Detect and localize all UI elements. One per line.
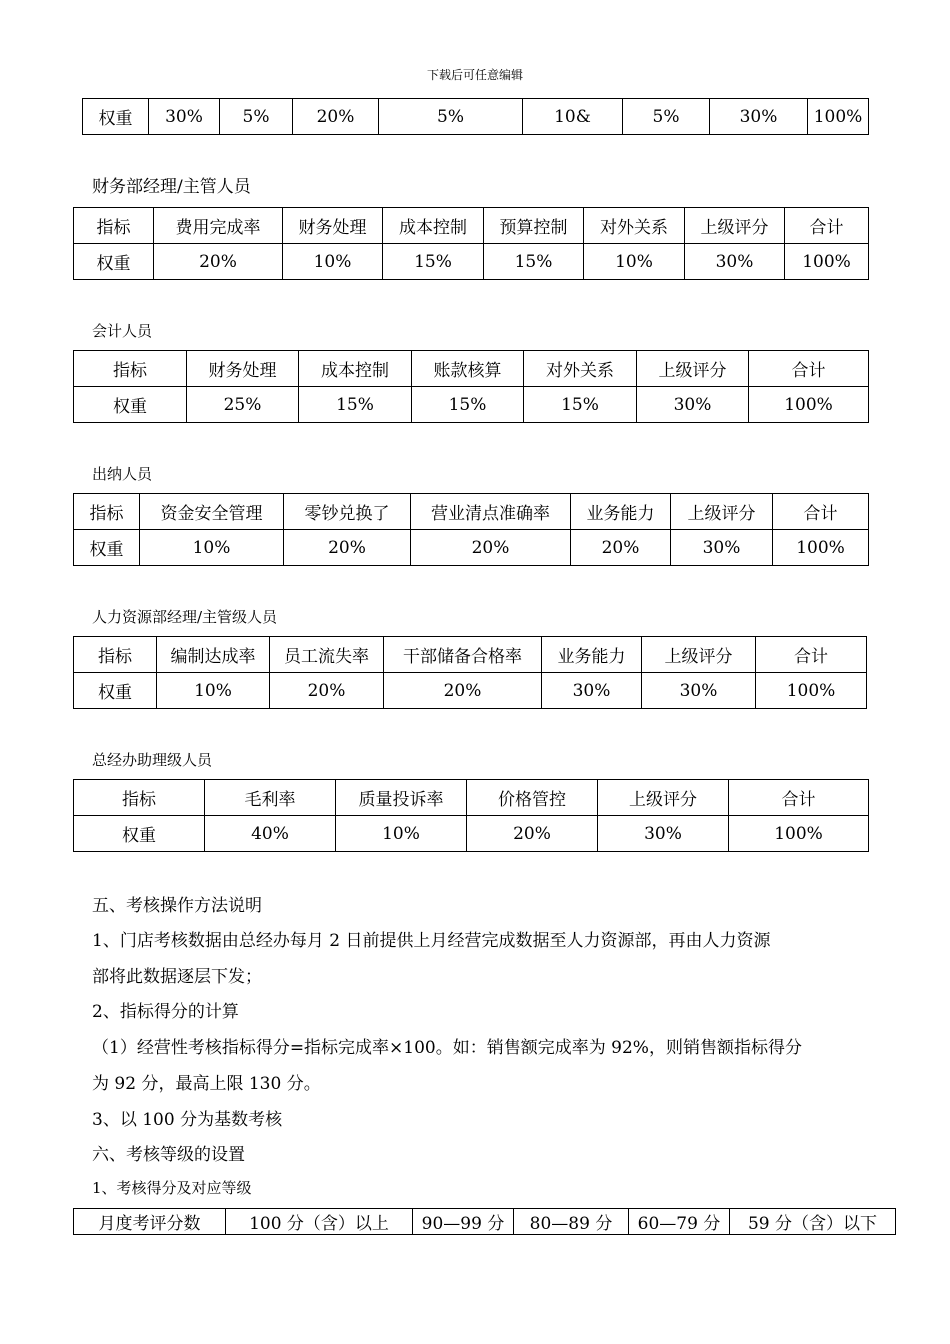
section-title: 会计人员 [92, 322, 153, 340]
page-header: 下载后可任意编辑 [426, 68, 523, 82]
table-cell: 毛利率 [205, 780, 336, 816]
table-cell: 指标 [74, 494, 140, 530]
table-cell: 业务能力 [571, 494, 671, 530]
table-cell: 20% [384, 673, 542, 709]
table-cell: 编制达成率 [157, 637, 270, 673]
table-cell: 10% [283, 244, 383, 280]
weight-table-hr-manager [73, 636, 867, 709]
table-cell: 30% [710, 99, 808, 135]
table-cell: 30% [685, 244, 785, 280]
table-cell: 20% [571, 530, 671, 566]
table-cell: 10& [523, 99, 623, 135]
table-cell: 业务能力 [542, 637, 642, 673]
table-cell: 20% [411, 530, 571, 566]
table-cell: 权重 [74, 673, 157, 709]
table-cell: 100% [756, 673, 867, 709]
table-cell: 15% [524, 387, 637, 423]
table-cell: 30% [598, 816, 729, 852]
table-cell: 干部储备合格率 [384, 637, 542, 673]
weight-table-finance-manager [73, 207, 869, 280]
table-cell: 价格管控 [467, 780, 598, 816]
table-cell: 上级评分 [671, 494, 773, 530]
table-cell: 80—89 分 [514, 1209, 629, 1235]
table-cell: 员工流失率 [270, 637, 384, 673]
table-cell: 上级评分 [637, 351, 749, 387]
table-cell: 合计 [749, 351, 869, 387]
table-cell: 指标 [74, 351, 187, 387]
table-cell: 质量投诉率 [336, 780, 467, 816]
table-cell: 30% [671, 530, 773, 566]
paragraph-line: 部将此数据逐层下发； [92, 967, 262, 987]
grade-table [73, 1208, 896, 1235]
table-cell: 15% [383, 244, 484, 280]
table-cell: 指标 [74, 637, 157, 673]
weight-table-accountant [73, 350, 869, 423]
table-cell: 20% [293, 99, 379, 135]
table-cell: 资金安全管理 [140, 494, 284, 530]
table-cell: 上级评分 [598, 780, 729, 816]
table-cell: 15% [484, 244, 584, 280]
table-cell: 权重 [74, 530, 140, 566]
paragraph-line: 1、门店考核数据由总经办每月 2 日前提供上月经营完成数据至人力资源部，再由人力资源 [92, 931, 771, 951]
table-cell: 费用完成率 [154, 208, 283, 244]
table-cell: 权重 [83, 99, 149, 135]
table-cell: 100% [773, 530, 869, 566]
table-cell: 15% [412, 387, 524, 423]
table-cell: 20% [270, 673, 384, 709]
table-cell: 30% [642, 673, 756, 709]
weight-table-gm-assistant [73, 779, 869, 852]
table-cell: 指标 [74, 780, 205, 816]
table-cell: 100% [729, 816, 869, 852]
table-cell: 20% [467, 816, 598, 852]
table-cell: 60—79 分 [629, 1209, 730, 1235]
table-cell: 成本控制 [383, 208, 484, 244]
table-cell: 15% [299, 387, 412, 423]
table-cell: 权重 [74, 387, 187, 423]
table-cell: 营业清点准确率 [411, 494, 571, 530]
heading-section-5: 五、考核操作方法说明 [92, 896, 262, 916]
table-cell: 预算控制 [484, 208, 584, 244]
weight-table-continued [82, 98, 869, 135]
table-cell: 指标 [74, 208, 154, 244]
table-cell: 上级评分 [685, 208, 785, 244]
table-cell: 30% [637, 387, 749, 423]
table-cell: 零钞兑换了 [284, 494, 411, 530]
table-cell: 100 分（含）以上 [226, 1209, 413, 1235]
table-cell: 月度考评分数 [74, 1209, 226, 1235]
table-cell: 对外关系 [524, 351, 637, 387]
table-cell: 合计 [785, 208, 869, 244]
table-cell: 5% [379, 99, 523, 135]
section-title: 出纳人员 [92, 465, 153, 483]
table-cell: 10% [336, 816, 467, 852]
table-cell: 账款核算 [412, 351, 524, 387]
table-cell: 20% [154, 244, 283, 280]
table-cell: 成本控制 [299, 351, 412, 387]
table-cell: 合计 [729, 780, 869, 816]
table-cell: 权重 [74, 816, 205, 852]
table-cell: 合计 [756, 637, 867, 673]
table-cell: 对外关系 [584, 208, 685, 244]
table-cell: 30% [149, 99, 220, 135]
table-cell: 10% [140, 530, 284, 566]
table-cell: 权重 [74, 244, 154, 280]
table-cell: 10% [157, 673, 270, 709]
table-cell: 合计 [773, 494, 869, 530]
paragraph-line: 为 92 分，最高上限 130 分。 [92, 1074, 321, 1094]
table-cell: 财务处理 [187, 351, 299, 387]
paragraph-line: 3、以 100 分为基数考核 [92, 1110, 283, 1130]
section-title: 总经办助理级人员 [92, 751, 213, 769]
section-title: 财务部经理/主管人员 [92, 177, 251, 197]
table-cell: 上级评分 [642, 637, 756, 673]
table-cell: 30% [542, 673, 642, 709]
table-cell: 20% [284, 530, 411, 566]
table-cell: 40% [205, 816, 336, 852]
table-cell: 90—99 分 [413, 1209, 514, 1235]
weight-table-cashier [73, 493, 869, 566]
table-cell: 25% [187, 387, 299, 423]
table-cell: 5% [623, 99, 710, 135]
table-cell: 100% [749, 387, 869, 423]
paragraph-line: （1）经营性考核指标得分=指标完成率×100。如：销售额完成率为 92%，则销售额指标得分 [92, 1038, 802, 1058]
subheading: 1、考核得分及对应等级 [92, 1179, 252, 1197]
paragraph-line: 2、指标得分的计算 [92, 1002, 239, 1022]
heading-section-6: 六、考核等级的设置 [92, 1145, 245, 1165]
table-cell: 59 分（含）以下 [730, 1209, 896, 1235]
table-cell: 5% [220, 99, 293, 135]
table-cell: 财务处理 [283, 208, 383, 244]
section-title: 人力资源部经理/主管级人员 [92, 608, 278, 626]
table-cell: 10% [584, 244, 685, 280]
table-cell: 100% [785, 244, 869, 280]
table-cell: 100% [808, 99, 869, 135]
